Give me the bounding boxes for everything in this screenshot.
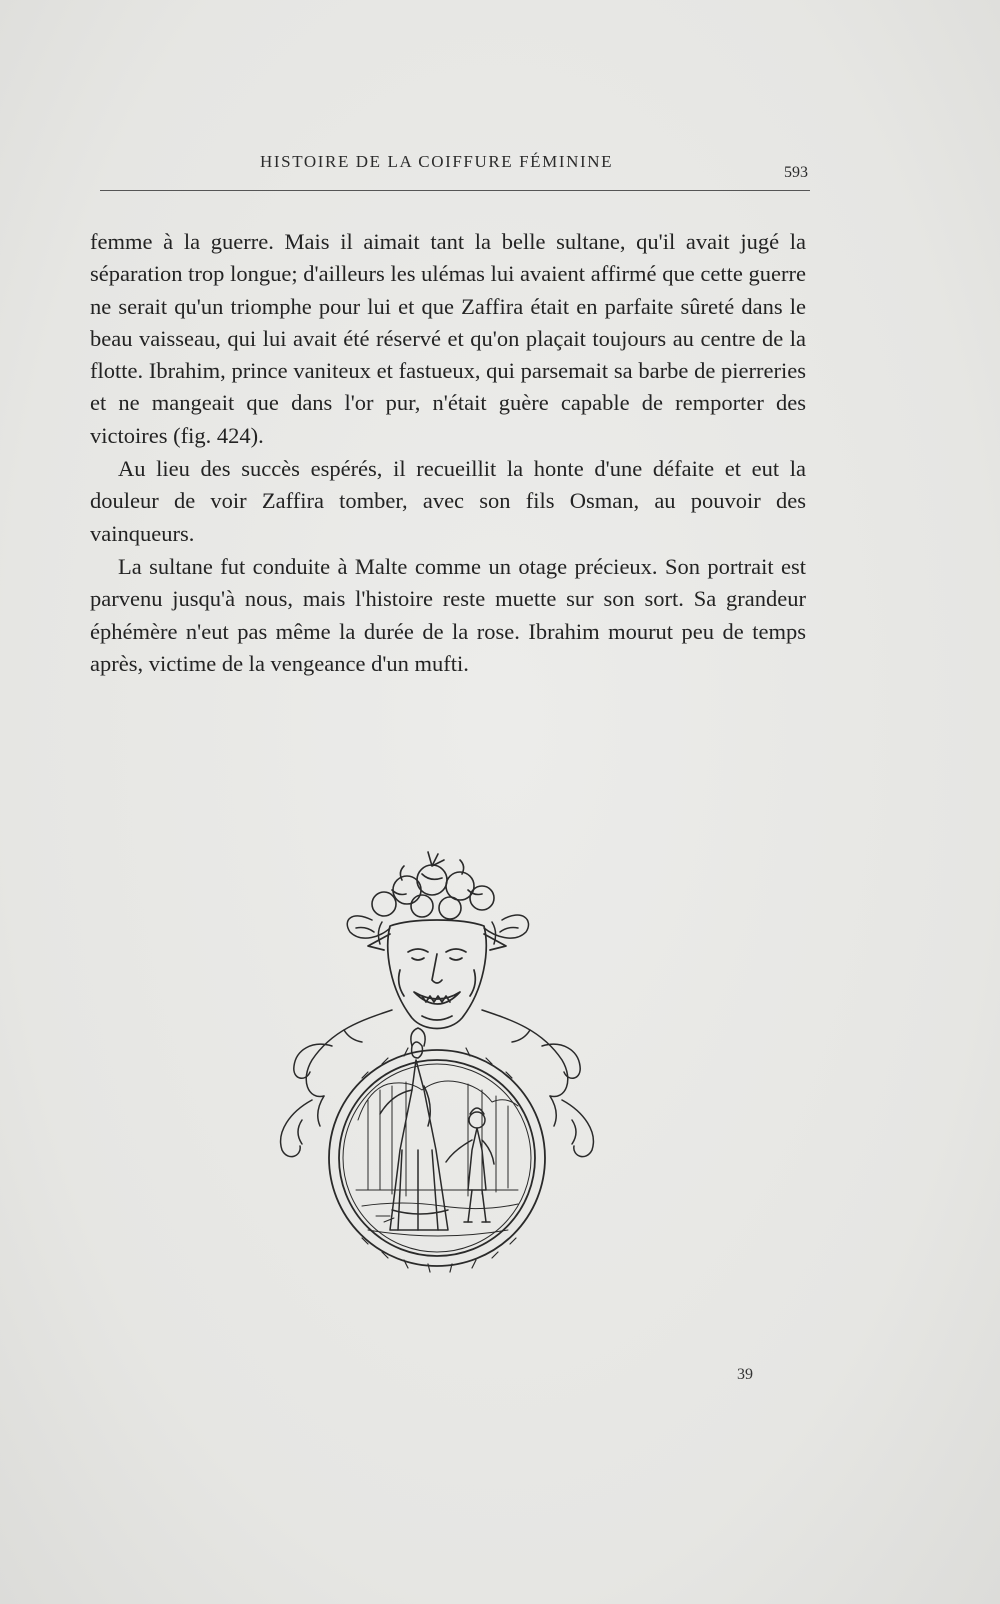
body-text [90, 226, 806, 680]
ornamental-mask-medallion-icon [272, 850, 602, 1290]
running-title: HISTOIRE DE LA COIFFURE FÉMININE [260, 152, 614, 171]
paragraph-1: femme à la guerre. Mais il aimait tant la belle sultane, qu'il avait jugé la séparation trop longue; d'ailleurs les ulémas lui avaient affirmé que cette guerre ne serait qu'un triomphe pour lui et que Zaffira était en parfaite sûreté dans le beau vaisseau, qui lui avait été réservé et qu'on plaçait toujours au centre de la flotte. Ibrahim, prince vaniteux et fastueux, qui parsemait sa barbe de pierreries et ne mangeait que dans l'or pur, n'était guère capable de remporter des victoires (fig. 424). [90, 229, 806, 448]
boy-figure [446, 1108, 494, 1222]
signature-mark: 39 [737, 1366, 753, 1383]
lady-figure [380, 1028, 448, 1230]
header-rule [100, 190, 810, 191]
running-head [100, 150, 810, 184]
paragraph-3: La sultane fut conduite à Malte comme un otage précieux. Son portrait est parvenu jusqu'à nous, mais l'histoire reste muette sur son sort. Sa grandeur éphémère n'eut pas même la durée de la rose. Ibrahim mourut peu de temps après, victime de la vengeance d'un mufti. [90, 553, 806, 676]
mask-face [368, 920, 506, 1029]
page-number: 593 [784, 164, 808, 181]
flower-crown [372, 852, 494, 919]
acanthus-scrolls [281, 1010, 594, 1157]
medallion-trees [356, 1081, 518, 1209]
paragraph-2: Au lieu des succès espérés, il recueillit la honte d'une défaite et eut la douleur de voir Zaffira tomber, avec son fils Osman, au pouvoir des vainqueurs. [90, 456, 806, 546]
